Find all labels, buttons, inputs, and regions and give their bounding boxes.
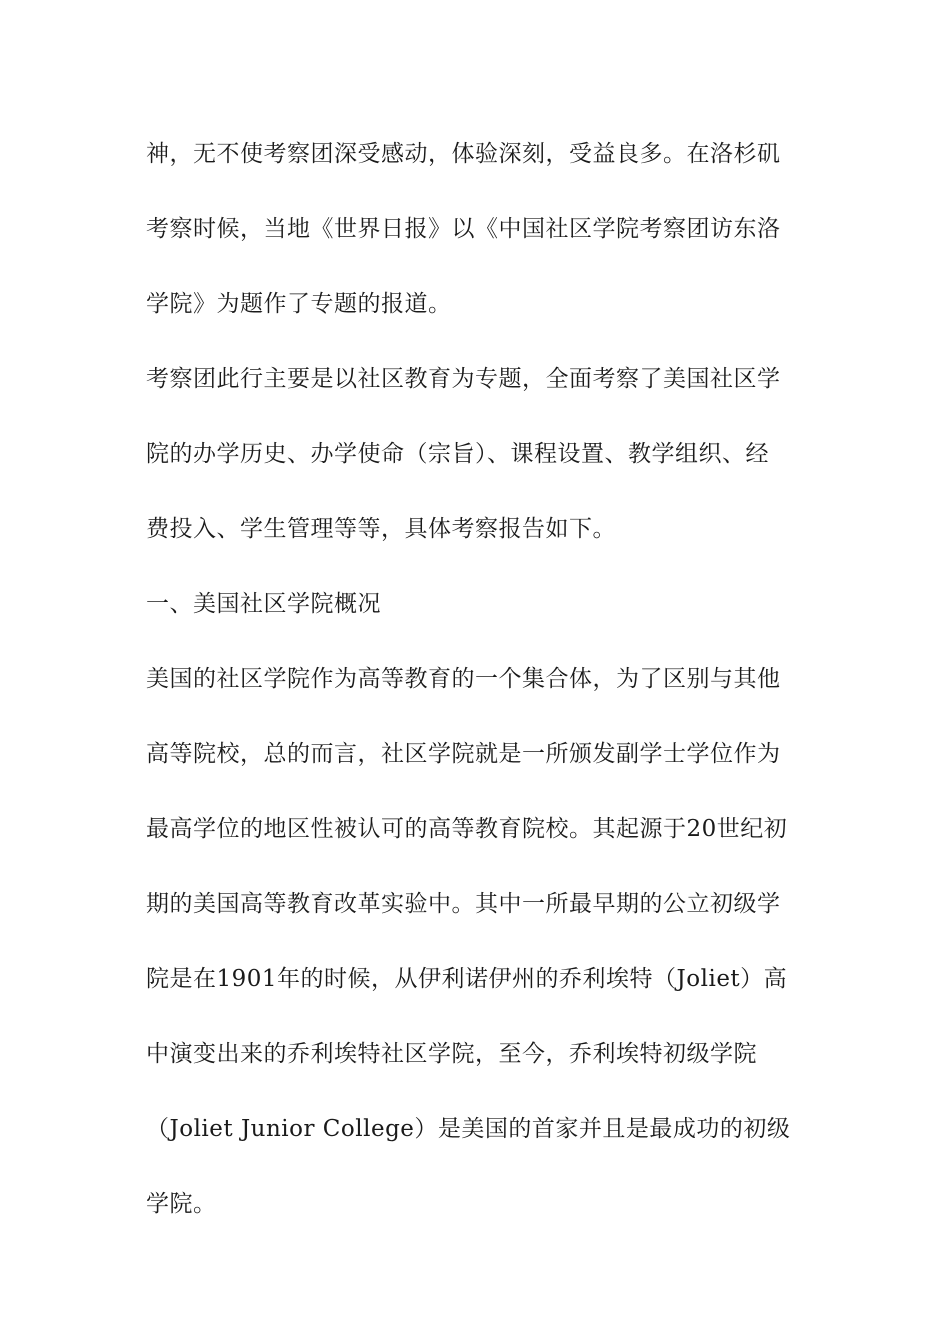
section-heading: 一、美国社区学院概况 [146,591,381,617]
paragraph-line: 学院》为题作了专题的报道。 [146,291,452,317]
paragraph-line: 费投入、学生管理等等，具体考察报告如下。 [146,516,616,542]
paragraph-line: （Joliet Junior College）是美国的首家并且是最成功的初级 [146,1116,791,1142]
paragraph-line: 美国的社区学院作为高等教育的一个集合体，为了区别与其他 [146,666,781,692]
paragraph-line: 最高学位的地区性被认可的高等教育院校。其起源于20世纪初 [146,816,788,842]
paragraph-line: 院的办学历史、办学使命（宗旨）、课程设置、教学组织、经 [146,441,769,467]
paragraph-line: 神，无不使考察团深受感动，体验深刻，受益良多。在洛杉矶 [146,141,781,167]
paragraph-line: 高等院校，总的而言，社区学院就是一所颁发副学士学位作为 [146,741,781,767]
paragraph-line: 考察团此行主要是以社区教育为专题，全面考察了美国社区学 [146,366,781,392]
paragraph-line: 院是在1901年的时候，从伊利诺伊州的乔利埃特（Joliet）高 [146,966,788,992]
paragraph-line: 期的美国高等教育改革实验中。其中一所最早期的公立初级学 [146,891,781,917]
paragraph-line: 考察时候，当地《世界日报》以《中国社区学院考察团访东洛 [146,216,781,242]
paragraph-line: 学院。 [146,1191,217,1217]
paragraph-line: 中演变出来的乔利埃特社区学院，至今，乔利埃特初级学院 [146,1041,757,1067]
